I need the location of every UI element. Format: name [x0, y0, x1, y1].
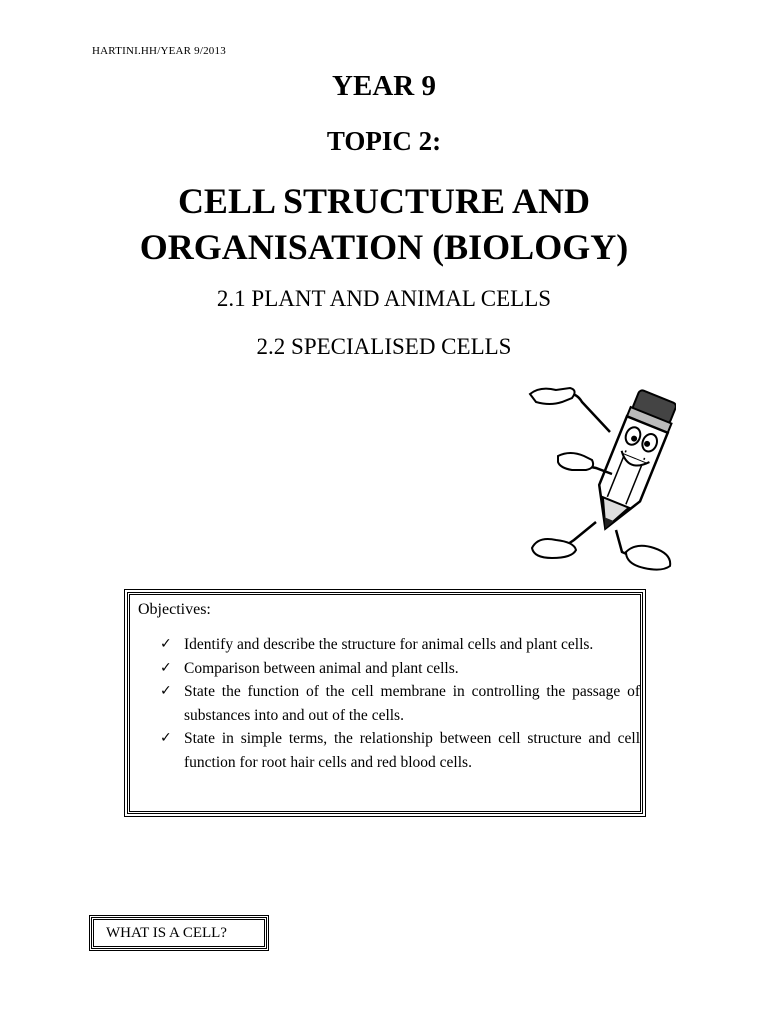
- objective-text: Comparison between animal and plant cells.: [184, 659, 459, 677]
- header-note: HARTINI.HH/YEAR 9/2013: [92, 45, 226, 57]
- checkmark-icon: ✓: [160, 683, 172, 699]
- objective-text: State in simple terms, the relationship between cell structure and cell function for root hair cells and red blood cells.: [184, 730, 640, 771]
- objective-text: State the function of the cell membrane in controlling the passage of substances into and out of the cells.: [184, 683, 640, 724]
- checkmark-icon: ✓: [160, 659, 172, 676]
- title-line-2: ORGANISATION (BIOLOGY): [139, 227, 629, 267]
- objective-item: [160, 680, 640, 727]
- objective-item: [160, 657, 640, 681]
- subtopic-2: 2.2 SPECIALISED CELLS: [256, 334, 512, 359]
- objectives-list: [160, 633, 640, 774]
- objective-text: Identify and describe the structure for animal cells and plant cells.: [184, 636, 594, 653]
- section-heading: WHAT IS A CELL?: [106, 925, 227, 941]
- title-line-1: CELL STRUCTURE AND: [177, 181, 591, 221]
- checkmark-icon: ✓: [160, 636, 172, 652]
- objective-item: [160, 727, 640, 774]
- year-heading: YEAR 9: [332, 70, 436, 102]
- objectives-box: [127, 592, 643, 814]
- subtopic-1: 2.1 PLANT AND ANIMAL CELLS: [216, 286, 552, 311]
- page-title: [0, 178, 768, 270]
- topic-heading: TOPIC 2:: [326, 126, 442, 156]
- section-heading-box: [91, 917, 267, 949]
- objectives-title: Objectives:: [138, 601, 211, 618]
- objective-item: [160, 633, 640, 657]
- pencil-mascot-icon: [526, 372, 676, 582]
- checkmark-icon: ✓: [160, 730, 172, 746]
